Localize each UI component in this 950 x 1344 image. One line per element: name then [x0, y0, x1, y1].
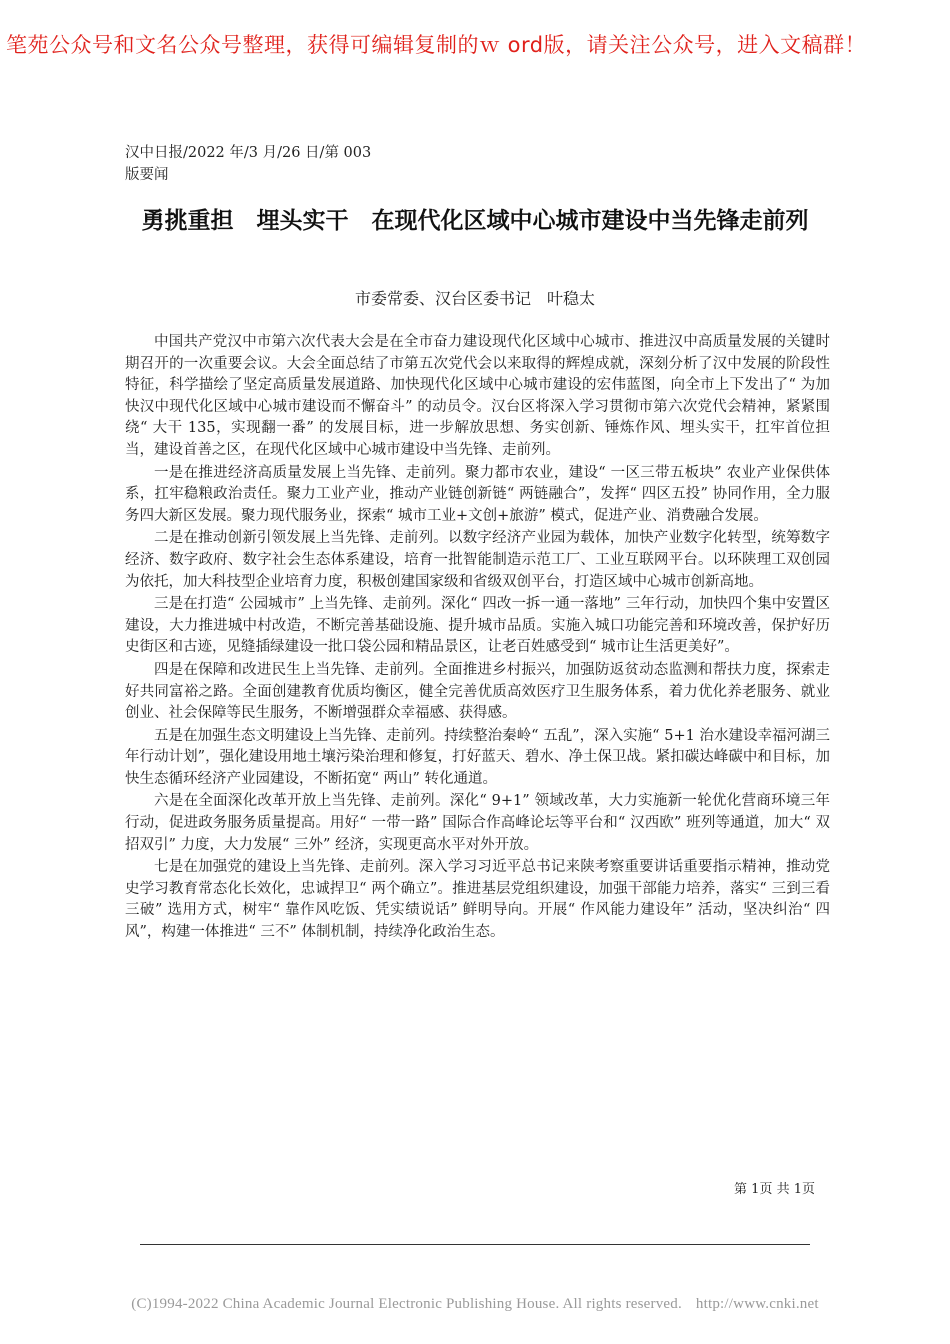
article-title: 勇挑重担 埋头实干 在现代化区域中心城市建设中当先锋走前列 [141, 208, 809, 234]
paragraph: 五是在加强生态文明建设上当先锋、走前列。持续整治秦岭“ 五乱”，深入实施“ 5+1 治水建设幸福河湖三年行动计划”，强化建设用地土壤污染治理和修复，打好蓝天、碧水、净土保卫战。紧扣碳达峰碳中和目标，加快生态循环经济产业园建设，不断拓宽“ 两山” 转化通道。 [125, 727, 830, 787]
cnki-url[interactable]: http://www.cnki.net [695, 1296, 819, 1312]
copyright-footer [0, 1296, 950, 1313]
source-line: 汉中日报/2022 年/3 月/26 日/第 003 [125, 145, 372, 161]
paragraph: 四是在保障和改进民生上当先锋、走前列。全面推进乡村振兴，加强防返贫动态监测和帮扶力度，探索走好共同富裕之路。全面创建教育优质均衡区，健全完善优质高效医疗卫生服务体系，着力优化养老服务、就业创业、社会保障等民生服务，不断增强群众幸福感、获得感。 [125, 661, 830, 722]
paragraph: 三是在打造“ 公园城市” 上当先锋、走前列。深化“ 四改一拆一通一落地” 三年行动，加快四个集中安置区建设，大力推进城中村改造，不断完善基础设施、提升城市品质。实施入城口功能完善和环境改善，保护好历史街区和古迹，见缝插绿建设一批口袋公园和精品景区，让老百姓感受到“ 城市让生活更美好”。 [125, 596, 830, 656]
section-line: 版要闻 [125, 167, 169, 183]
page-number: 第 1页 共 1页 [734, 1182, 815, 1197]
article-author: 市委常委、汉台区委书记 叶稳太 [354, 289, 595, 308]
paragraph: 二是在推动创新引领发展上当先锋、走前列。以数字经济产业园为载体，加快产业数字化转型，统筹数字经济、数字政府、数字社会生态体系建设，培育一批智能制造示范工厂、工业互联网平台。以环陕理工双创园为依托，加大科技型企业培育力度，积极创建国家级和省级双创平台，打造区域中心城市创新高地。 [125, 530, 830, 590]
paragraph: 一是在推进经济高质量发展上当先锋、走前列。聚力都市农业，建设“ 一区三带五板块” 农业产业保供体系，扛牢稳粮政治责任。聚力工业产业，推动产业链创新链“ 两链融合”，发挥“ 四区五投” 协同作用，全力服务四大新区发展。聚力现代服务业，探索“ 城市工业+文创+旅游” 模式，促进产业、消费融合发展。 [125, 464, 830, 524]
paragraph: 七是在加强党的建设上当先锋、走前列。深入学习习近平总书记来陕考察重要讲话重要指示精神，推动党史学习教育常态化长效化，忠诚捍卫“ 两个确立”。推进基层党组织建设，加强干部能力培养，落实“ 三到三看三破” 选用方式，树牢“ 靠作风吃饭、凭实绩说话” 鲜明导向。开展“ 作风能力建设年” 活动，坚决纠治“ 四风”，构建一体推进“ 三不” 体制机制，持续净化政治生态。 [125, 859, 830, 941]
copyright-text: (C)1994-2022 China Academic Journal Electronic Publishing House. All rights reserved. [131, 1296, 682, 1312]
footer-divider [140, 1244, 810, 1245]
paragraph: 中国共产党汉中市第六次代表大会是在全市奋力建设现代化区域中心城市、推进汉中高质量发展的关键时期召开的一次重要会议。大会全面总结了市第五次党代会以来取得的辉煌成就，深刻分析了汉中发展的阶段性特征，科学描绘了坚定高质量发展道路、加快现代化区域中心城市建设的宏伟蓝图，向全市上下发出了“ 为加快汉中现代化区域中心城市建设而不懈奋斗” 的动员令。汉台区将深入学习贯彻市第六次党代会精神，紧紧围绕“ 大干 135，实现翻一番” 的发展目标，进一步解放思想、务实创新、锤炼作风、埋头实干，扛牢首位担当，建设首善之区，在现代化区域中心城市建设中当先锋、走前列。 [125, 334, 830, 458]
source-info [125, 142, 425, 186]
paragraph: 六是在全面深化改革开放上当先锋、走前列。深化“ 9+1” 领域改革，大力实施新一轮优化营商环境三年行动，促进政务服务质量提高。用好“ 一带一路” 国际合作高峰论坛等平台和“ 汉西欧” 班列等通道，加大“ 双招双引” 力度，大力发展“ 三外” 经济，实现更高水平对外开放。 [125, 793, 830, 853]
article-body [125, 332, 830, 944]
watermark-banner: 笔苑公众号和文名公众号整理，获得可编辑复制的ｗ ord版，请关注公众号，进入文稿群！ [6, 33, 867, 57]
